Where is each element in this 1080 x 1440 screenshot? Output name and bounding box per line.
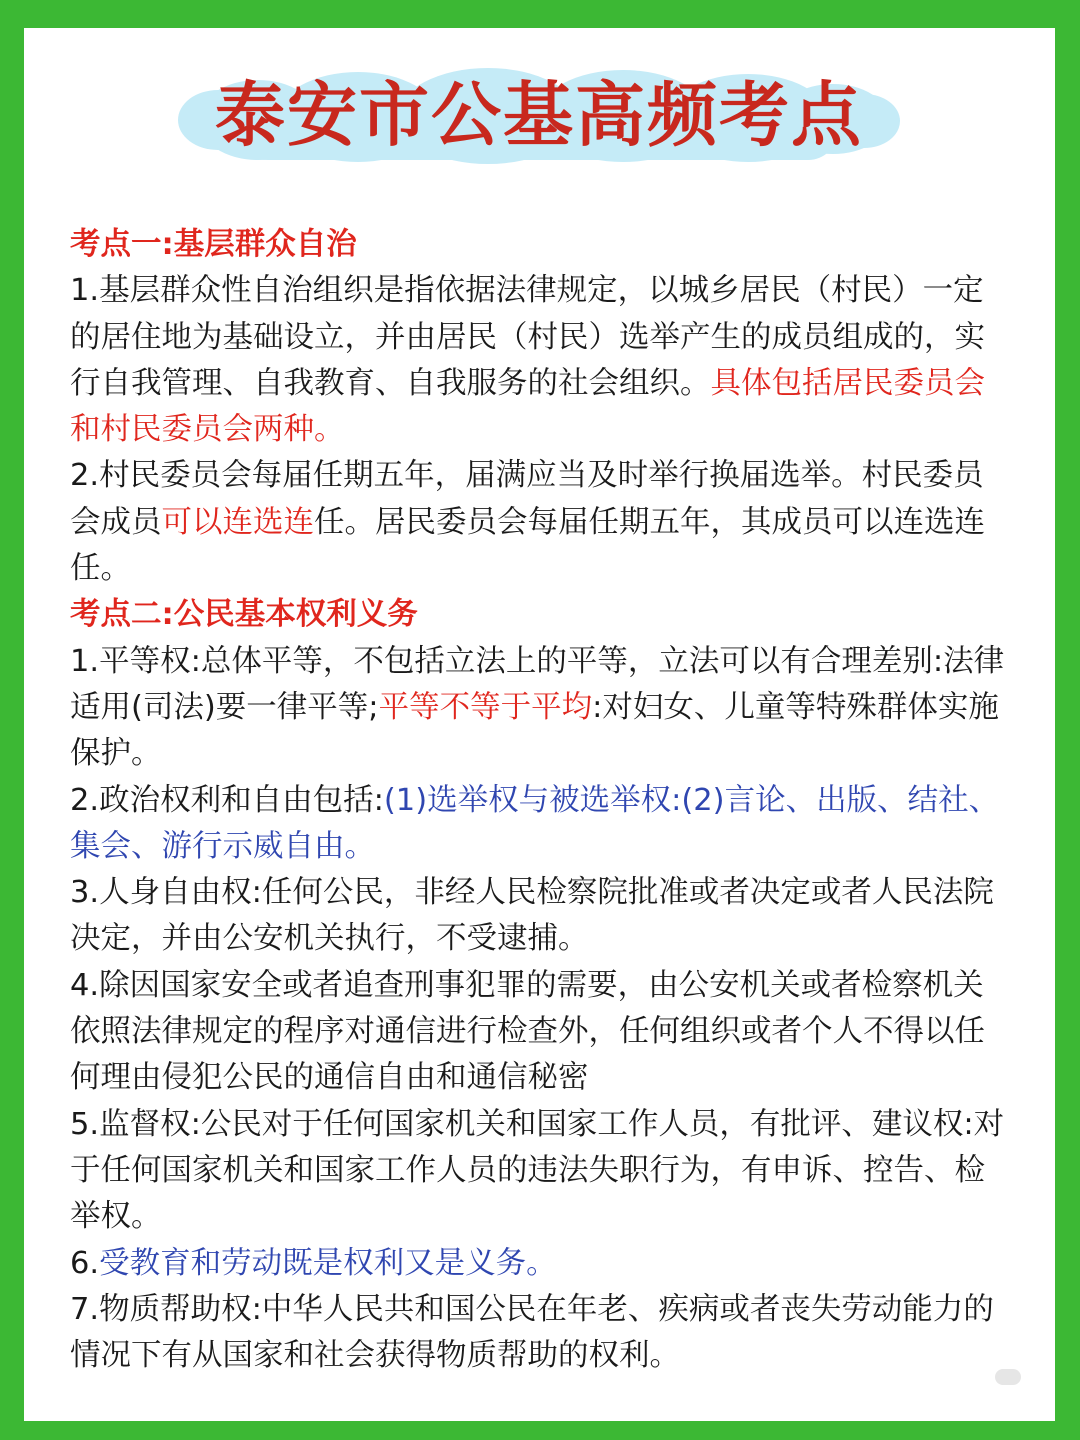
- section1-item-2: 2.村民委员会每届任期五年，届满应当及时举行换届选举。村民委员会成员可以连选连任。居民委员会每届任期五年，其成员可以连选连任。: [70, 458, 985, 587]
- section2-item-4: 4.除因国家安全或者追查刑事犯罪的需要，由公安机关或者检察机关依照法律规定的程序对通信进行检查外，任何组织或者个人不得以任何理由侵犯公民的通信自由和通信秘密: [70, 967, 985, 1096]
- highlight-text: 受教育和劳动既是权利又是义务。: [99, 1245, 557, 1281]
- highlight-text: 可以连选连: [161, 504, 314, 540]
- section-heading-1: 考点一:基层群众自治: [70, 227, 357, 262]
- section2-item-2: 2.政治权利和自由包括:(1)选举权与被选举权:(2)言论、出版、结社、集会、游行示威自由。: [70, 782, 1000, 864]
- section2-item-7: 7.物质帮助权:中华人民共和国公民在年老、疾病或者丧失劳动能力的情况下有从国家和社会获得物质帮助的权利。: [70, 1291, 994, 1374]
- page-title: 泰安市公基高频考点: [215, 73, 863, 156]
- title-banner: [178, 60, 900, 170]
- article-body: [70, 222, 1010, 1379]
- highlight-text: (1)选举权与被选举权:(2)言论、出版、结社、集会、游行示威自由。: [70, 782, 1000, 864]
- section2-item-3: 3.人身自由权:任何公民，非经人民检察院批准或者决定或者人民法院决定，并由公安机关执行，不受逮捕。: [70, 875, 994, 957]
- section1-item-1: 1.基层群众性自治组织是指依据法律规定，以城乡居民（村民）一定的居住地为基础设立，并由居民（村民）选举产生的成员组成的，实行自我管理、自我教育、自我服务的社会组织。具体包括居民委员会和村民委员会两种。: [70, 273, 985, 448]
- section2-item-5: 5.监督权:公民对于任何国家机关和国家工作人员，有批评、建议权:对于任何国家机关和国家工作人员的违法失职行为，有申诉、控告、检举权。: [70, 1106, 1005, 1235]
- section2-item-6: 6.受教育和劳动既是权利又是义务。: [70, 1245, 557, 1281]
- section2-item-1: 1.平等权:总体平等，不包括立法上的平等，立法可以有合理差别:法律适用(司法)要一律平等;平等不等于平均:对妇女、儿童等特殊群体实施保护。: [70, 643, 1005, 772]
- section-heading-2: 考点二:公民基本权利义务: [70, 597, 418, 633]
- highlight-text: 平等不等于平均: [378, 689, 593, 725]
- highlight-text: 具体包括居民委员会和村民委员会两种。: [70, 365, 985, 448]
